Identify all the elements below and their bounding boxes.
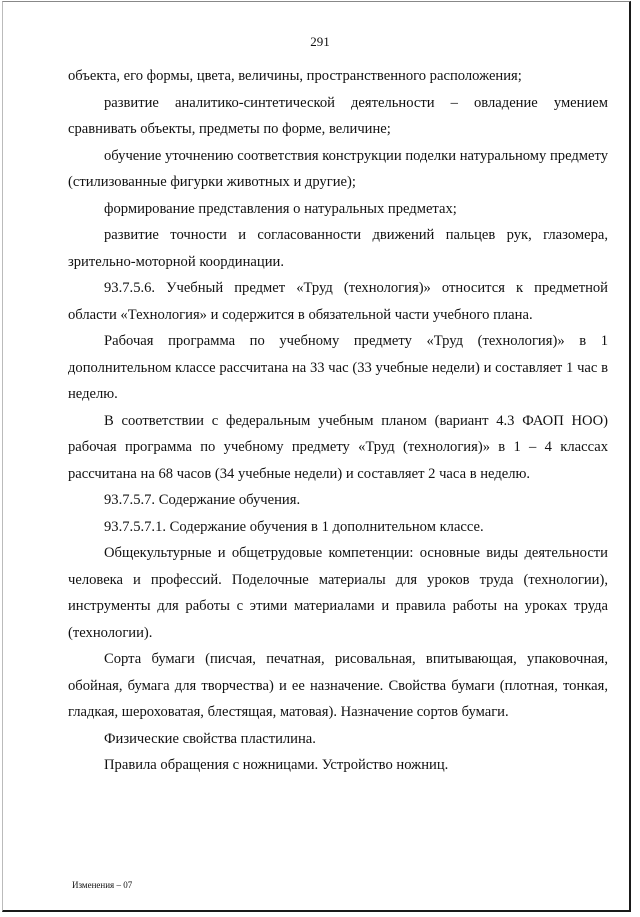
paragraph-14: Правила обращения с ножницами. Устройство ножниц. <box>104 757 449 773</box>
paragraph-9: 93.7.5.7. Содержание обучения. <box>104 492 301 508</box>
paragraph-6: 93.7.5.6. Учебный предмет «Труд (технология)» относится к предметной области «Технология» и содержится в обязательной части учебного плана. <box>68 280 608 323</box>
paragraph-3: обучение уточнению соответствия конструкции поделки натуральному предмету (стилизованные фигурки животных и другие); <box>68 147 608 190</box>
paragraph-10: 93.7.5.7.1. Содержание обучения в 1 дополнительном классе. <box>104 518 484 535</box>
footer-note: Изменения – 07 <box>72 880 133 890</box>
paragraph-11: Общекультурные и общетрудовые компетенции: основные виды деятельности человека и профессий. Поделочные материалы для уроков труда (технологии), инструменты для работы с этими материалами и правила работы на уроках труда (технологии). <box>68 545 608 641</box>
document-body <box>68 63 608 779</box>
page-number: 291 <box>310 34 330 49</box>
paragraph-5: развитие точности и согласованности движений пальцев рук, глазомера, зрительно-моторной координации. <box>68 227 608 270</box>
paragraph-8: В соответствии с федеральным учебным планом (вариант 4.3 ФАОП НОО) рабочая программа по учебному предмету «Труд (технология)» в 1 – 4 классах рассчитана на 68 часов (34 учебные недели) и составляет 2 часа в неделю. <box>68 412 608 482</box>
paragraph-13: Физические свойства пластилина. <box>104 730 316 747</box>
paragraph-1: объекта, его формы, цвета, величины, пространственного расположения; <box>68 68 522 84</box>
paragraph-2: развитие аналитико-синтетической деятельности – овладение умением сравнивать объекты, предметы по форме, величине; <box>68 94 608 137</box>
paragraph-7: Рабочая программа по учебному предмету «Труд (технология)» в 1 дополнительном классе рассчитана на 33 час (33 учебные недели) и составляет 1 час в неделю. <box>68 333 608 402</box>
paragraph-12: Сорта бумаги (писчая, печатная, рисовальная, впитывающая, упаковочная, обойная, бумага для творчества) и ее назначение. Свойства бумаги (плотная, тонкая, гладкая, шероховатая, блестящая, матовая). Назначение сортов бумаги. <box>68 651 608 720</box>
paragraph-4: формирование представления о натуральных предметах; <box>104 200 457 217</box>
